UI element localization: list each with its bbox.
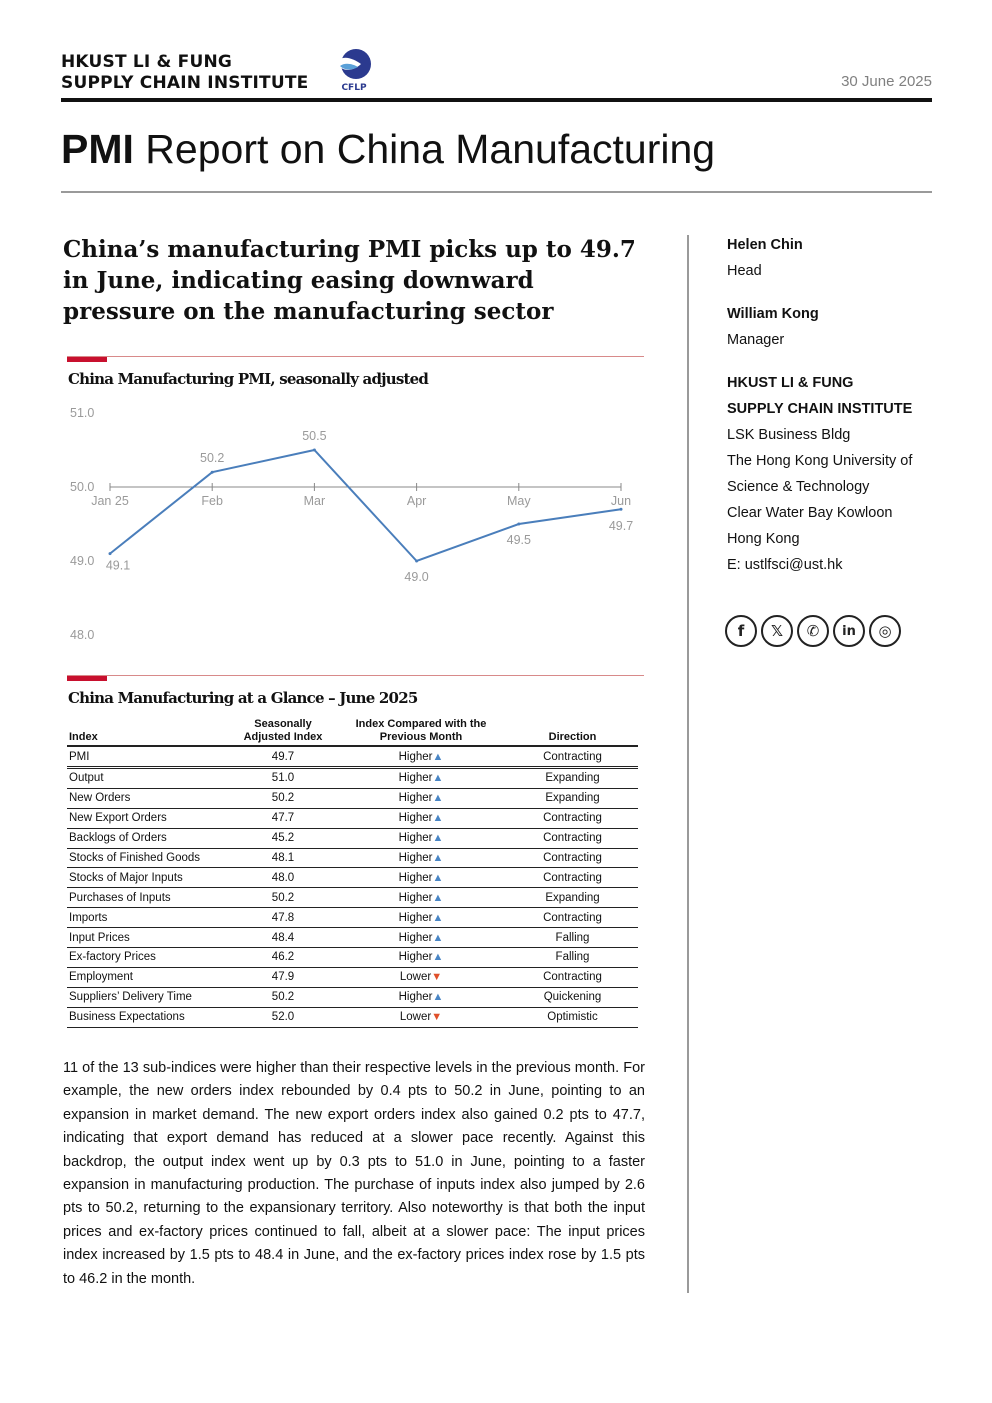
- data-label: 49.7: [608, 519, 634, 534]
- col-header-direction: Direction: [507, 718, 638, 746]
- direction-cell: [507, 888, 638, 908]
- compare-cell: [335, 828, 507, 848]
- direction-cell: [507, 1007, 638, 1027]
- y-tick-label: 51.0: [70, 406, 95, 420]
- compare-cell: [335, 987, 507, 1007]
- compare-cell: [335, 1007, 507, 1027]
- up-arrow-icon: ▲: [432, 812, 444, 825]
- linkedin-icon[interactable]: in: [833, 615, 865, 647]
- value-cell: [231, 967, 335, 987]
- value-cell: [231, 828, 335, 848]
- address-line-2: The Hong Kong University of: [727, 453, 913, 469]
- index-cell: [67, 888, 231, 908]
- data-label: 49.1: [105, 558, 131, 573]
- x-tick-label: Jan 25: [91, 494, 129, 508]
- value-cell-text: 45.2: [271, 832, 295, 845]
- contact-email[interactable]: E: ustlfsci@ust.hk: [727, 557, 843, 573]
- table-row: [67, 908, 638, 928]
- index-cell: [67, 1007, 231, 1027]
- body-paragraph: 11 of the 13 sub-indices were higher than their respective levels in the previous month. For example, the new orders index rebounded by 0.4 pts to 50.2 in June, pointing to an expansion in market demand. The new export orders index also gained 0.2 pts to 47.7, indicating that export demand has reduced at a slower pace recently. Against this backdrop, the output index went up by 0.3 pts to 51.0 in June, pointing to a faster expansion in manufacturing production. The purchase of inputs index also jumped by 2.6 pts to 50.2, returning to the expansionary territory. Also noteworthy is that both the input prices and ex-factory prices continued to fall, albeit at a slower pace: The input prices index increased by 1.5 pts to 48.4 in June, and the ex-factory prices index rose by 1.5 pts to 46.2 in the month.: [63, 1060, 645, 1287]
- compare-cell: [335, 908, 507, 928]
- table-title: China Manufacturing at a Glance – June 2025: [68, 689, 418, 707]
- table-row: [67, 808, 638, 828]
- up-arrow-icon: ▲: [432, 991, 444, 1004]
- pmi-line-chart: [60, 395, 650, 650]
- compare-cell: [335, 808, 507, 828]
- title-bold: PMI: [61, 126, 134, 172]
- x-tick-label: Mar: [303, 494, 326, 508]
- direction-cell: [507, 908, 638, 928]
- index-cell: [67, 828, 231, 848]
- up-arrow-icon: ▲: [432, 750, 444, 763]
- index-cell: [67, 808, 231, 828]
- header-divider: [61, 98, 932, 102]
- index-cell: [67, 928, 231, 948]
- address-line-5: Hong Kong: [727, 531, 800, 547]
- up-arrow-icon: ▲: [432, 852, 444, 864]
- column-divider: [687, 235, 689, 1293]
- org-name-line2: SUPPLY CHAIN INSTITUTE: [61, 73, 309, 93]
- table-row: [67, 868, 638, 888]
- direction-cell-text: Contracting: [543, 871, 602, 884]
- compare-cell-text: Higher: [398, 832, 433, 845]
- col-header-compare-line1: Index Compared with the: [355, 718, 487, 730]
- y-tick-label: 49.0: [70, 554, 95, 568]
- value-cell-text: 50.2: [271, 891, 295, 904]
- data-label: 50.2: [200, 451, 225, 466]
- cflp-logo: [331, 46, 377, 92]
- value-cell-text: 49.7: [271, 750, 295, 763]
- index-cell: [67, 768, 231, 789]
- compare-cell-text: Higher: [398, 911, 433, 924]
- value-cell: [231, 928, 335, 948]
- index-cell: [67, 908, 231, 928]
- table-section-marker: [67, 676, 107, 681]
- author2-role: Manager: [727, 332, 785, 348]
- value-cell-text: 47.8: [271, 911, 295, 924]
- compare-cell: [335, 788, 507, 808]
- compare-cell-text: Higher: [398, 812, 433, 825]
- x-tick-label: Feb: [201, 494, 223, 508]
- value-cell: [231, 868, 335, 888]
- index-cell-text: Stocks of Finished Goods: [69, 852, 201, 864]
- index-cell-text: Business Expectations: [69, 1011, 185, 1024]
- table-body: [67, 746, 638, 1027]
- value-cell: [231, 768, 335, 789]
- chart-title: China Manufacturing PMI, seasonally adjusted: [68, 370, 429, 388]
- value-cell: [231, 848, 335, 868]
- table-row: [67, 888, 638, 908]
- index-cell: [67, 746, 231, 768]
- table-section-rule: [67, 675, 644, 676]
- pmi-series-line: [110, 450, 621, 561]
- table-row: [67, 788, 638, 808]
- index-cell: [67, 848, 231, 868]
- direction-cell: [507, 967, 638, 987]
- pmi-data-point: [415, 560, 418, 563]
- value-cell-text: 51.0: [271, 772, 295, 785]
- value-cell-text: 50.2: [271, 991, 295, 1004]
- title-rest: Report on China Manufacturing: [133, 126, 716, 172]
- direction-cell-text: Contracting: [543, 750, 602, 763]
- direction-cell-text: Expanding: [545, 891, 600, 904]
- up-arrow-icon: ▲: [432, 951, 444, 964]
- compare-cell: [335, 848, 507, 868]
- y-tick-label: 48.0: [70, 628, 95, 642]
- table-row: [67, 987, 638, 1007]
- up-arrow-icon: ▲: [432, 871, 444, 884]
- compare-cell: [335, 928, 507, 948]
- index-cell-text: Backlogs of Orders: [69, 832, 167, 845]
- y-tick-label: 50.0: [70, 480, 95, 494]
- compare-cell-text: Higher: [398, 792, 433, 805]
- weibo-icon[interactable]: ◎: [869, 615, 901, 647]
- value-cell-text: 48.1: [271, 852, 295, 864]
- direction-cell-text: Contracting: [543, 852, 602, 864]
- table-row: [67, 967, 638, 987]
- value-cell-text: 47.9: [271, 971, 295, 984]
- col-header-compare: [335, 718, 507, 746]
- compare-cell: [335, 868, 507, 888]
- x-twitter-icon[interactable]: 𝕏: [761, 615, 793, 647]
- social-links: [725, 615, 901, 647]
- table-row: [67, 746, 638, 768]
- direction-cell: [507, 808, 638, 828]
- logo-text: CFLP: [341, 83, 367, 92]
- compare-cell: [335, 948, 507, 968]
- index-cell: [67, 868, 231, 888]
- index-cell-text: PMI: [69, 750, 90, 763]
- x-tick-label: Jun: [610, 494, 632, 508]
- title-divider: [61, 191, 932, 193]
- up-arrow-icon: ▲: [432, 891, 444, 904]
- col-header-sa-line1: Seasonally: [254, 718, 312, 730]
- direction-cell: [507, 948, 638, 968]
- direction-cell-text: Expanding: [545, 792, 600, 805]
- index-cell-text: Output: [69, 772, 104, 785]
- index-cell: [67, 987, 231, 1007]
- col-header-sa: [231, 718, 335, 746]
- value-cell-text: 47.7: [271, 812, 295, 825]
- index-cell: [67, 948, 231, 968]
- down-arrow-icon: ▼: [431, 1011, 443, 1024]
- compare-cell-text: Lower: [399, 1011, 432, 1024]
- direction-cell: [507, 828, 638, 848]
- index-cell: [67, 967, 231, 987]
- data-label: 49.0: [404, 570, 429, 584]
- value-cell: [231, 908, 335, 928]
- org-name: [61, 52, 308, 94]
- direction-cell-text: Contracting: [543, 911, 602, 924]
- table-header-row: [67, 718, 638, 746]
- author2-name: William Kong: [727, 306, 819, 322]
- compare-cell-text: Higher: [398, 772, 433, 785]
- index-cell-text: Purchases of Inputs: [69, 891, 171, 904]
- index-cell-text: Stocks of Major Inputs: [69, 871, 183, 884]
- address-line-4: Clear Water Bay Kowloon: [727, 505, 893, 521]
- pmi-data-point: [313, 449, 316, 452]
- value-cell-text: 52.0: [271, 1011, 295, 1024]
- direction-cell-text: Falling: [555, 931, 590, 944]
- x-tick-label: May: [506, 494, 531, 508]
- compare-cell-text: Lower: [399, 971, 432, 984]
- address-line-1: LSK Business Bldg: [727, 427, 851, 443]
- table-row: [67, 768, 638, 789]
- address-line-3: Science & Technology: [727, 479, 870, 495]
- direction-cell: [507, 768, 638, 789]
- compare-cell-text: Higher: [398, 931, 433, 944]
- chart-section-marker: [67, 357, 107, 362]
- facebook-icon[interactable]: f: [725, 615, 757, 647]
- value-cell-text: 48.4: [271, 931, 295, 944]
- index-cell-text: New Export Orders: [69, 812, 167, 825]
- up-arrow-icon: ▲: [432, 911, 444, 924]
- compare-cell: [335, 888, 507, 908]
- author1-name: Helen Chin: [727, 237, 803, 253]
- direction-cell-text: Contracting: [543, 971, 602, 984]
- direction-cell: [507, 746, 638, 768]
- org-name-line1: HKUST LI & FUNG: [61, 52, 233, 72]
- pmi-data-point: [109, 552, 112, 555]
- value-cell: [231, 1007, 335, 1027]
- value-cell: [231, 888, 335, 908]
- compare-cell-text: Higher: [398, 991, 433, 1004]
- value-cell: [231, 746, 335, 768]
- value-cell-text: 46.2: [271, 951, 295, 964]
- direction-cell-text: Expanding: [545, 772, 600, 785]
- col-header-index: Index: [67, 718, 231, 746]
- page-title: [61, 125, 715, 173]
- glance-table: [67, 718, 638, 1028]
- compare-cell-text: Higher: [398, 750, 433, 763]
- x-tick-label: Apr: [406, 494, 427, 508]
- table-row: [67, 1007, 638, 1027]
- direction-cell: [507, 848, 638, 868]
- table-row: [67, 828, 638, 848]
- direction-cell: [507, 788, 638, 808]
- col-header-compare-line2: Previous Month: [379, 731, 463, 743]
- table-row: [67, 928, 638, 948]
- compare-cell: [335, 967, 507, 987]
- up-arrow-icon: ▲: [432, 931, 444, 944]
- col-header-sa-line2: Adjusted Index: [243, 731, 323, 743]
- compare-cell-text: Higher: [398, 891, 433, 904]
- up-arrow-icon: ▲: [432, 792, 444, 805]
- direction-cell: [507, 928, 638, 948]
- down-arrow-icon: ▼: [431, 971, 443, 984]
- compare-cell: [335, 746, 507, 768]
- direction-cell-text: Quickening: [543, 991, 602, 1004]
- index-cell-text: Imports: [69, 911, 108, 924]
- value-cell-text: 50.2: [271, 792, 295, 805]
- table-row: [67, 848, 638, 868]
- index-cell-text: New Orders: [69, 792, 131, 805]
- compare-cell: [335, 768, 507, 789]
- index-cell-text: Employment: [69, 971, 133, 984]
- pmi-data-point: [620, 508, 623, 511]
- index-cell-text: Suppliers’ Delivery Time: [69, 991, 192, 1004]
- direction-cell-text: Contracting: [543, 812, 602, 825]
- compare-cell-text: Higher: [398, 951, 433, 964]
- direction-cell-text: Contracting: [543, 832, 602, 845]
- up-arrow-icon: ▲: [432, 832, 444, 845]
- direction-cell: [507, 868, 638, 888]
- direction-cell-text: Optimistic: [547, 1011, 598, 1024]
- sidebar: [727, 232, 937, 578]
- data-label: 50.5: [302, 429, 327, 443]
- value-cell: [231, 788, 335, 808]
- sidebar-org-line1: HKUST LI & FUNG: [727, 375, 854, 391]
- value-cell: [231, 808, 335, 828]
- index-cell-text: Ex-factory Prices: [69, 951, 156, 964]
- up-arrow-icon: ▲: [432, 772, 444, 785]
- chart-section-rule: [67, 356, 644, 357]
- headline: China’s manufacturing PMI picks up to 49.7 in June, indicating easing downward pressure on the manufacturing sector: [63, 236, 636, 325]
- sidebar-org-line2: SUPPLY CHAIN INSTITUTE: [727, 401, 913, 417]
- wechat-icon[interactable]: ✆: [797, 615, 829, 647]
- direction-cell-text: Falling: [555, 951, 590, 964]
- value-cell: [231, 987, 335, 1007]
- direction-cell: [507, 987, 638, 1007]
- compare-cell-text: Higher: [398, 871, 433, 884]
- compare-cell-text: Higher: [398, 852, 433, 864]
- value-cell-text: 48.0: [271, 871, 295, 884]
- data-label: 49.5: [506, 533, 531, 547]
- pmi-data-point: [211, 471, 214, 474]
- report-date: 30 June 2025: [841, 73, 932, 90]
- index-cell-text: Input Prices: [69, 931, 130, 944]
- table-row: [67, 948, 638, 968]
- pmi-data-point: [517, 523, 520, 526]
- index-cell: [67, 788, 231, 808]
- value-cell: [231, 948, 335, 968]
- author1-role: Head: [727, 263, 762, 279]
